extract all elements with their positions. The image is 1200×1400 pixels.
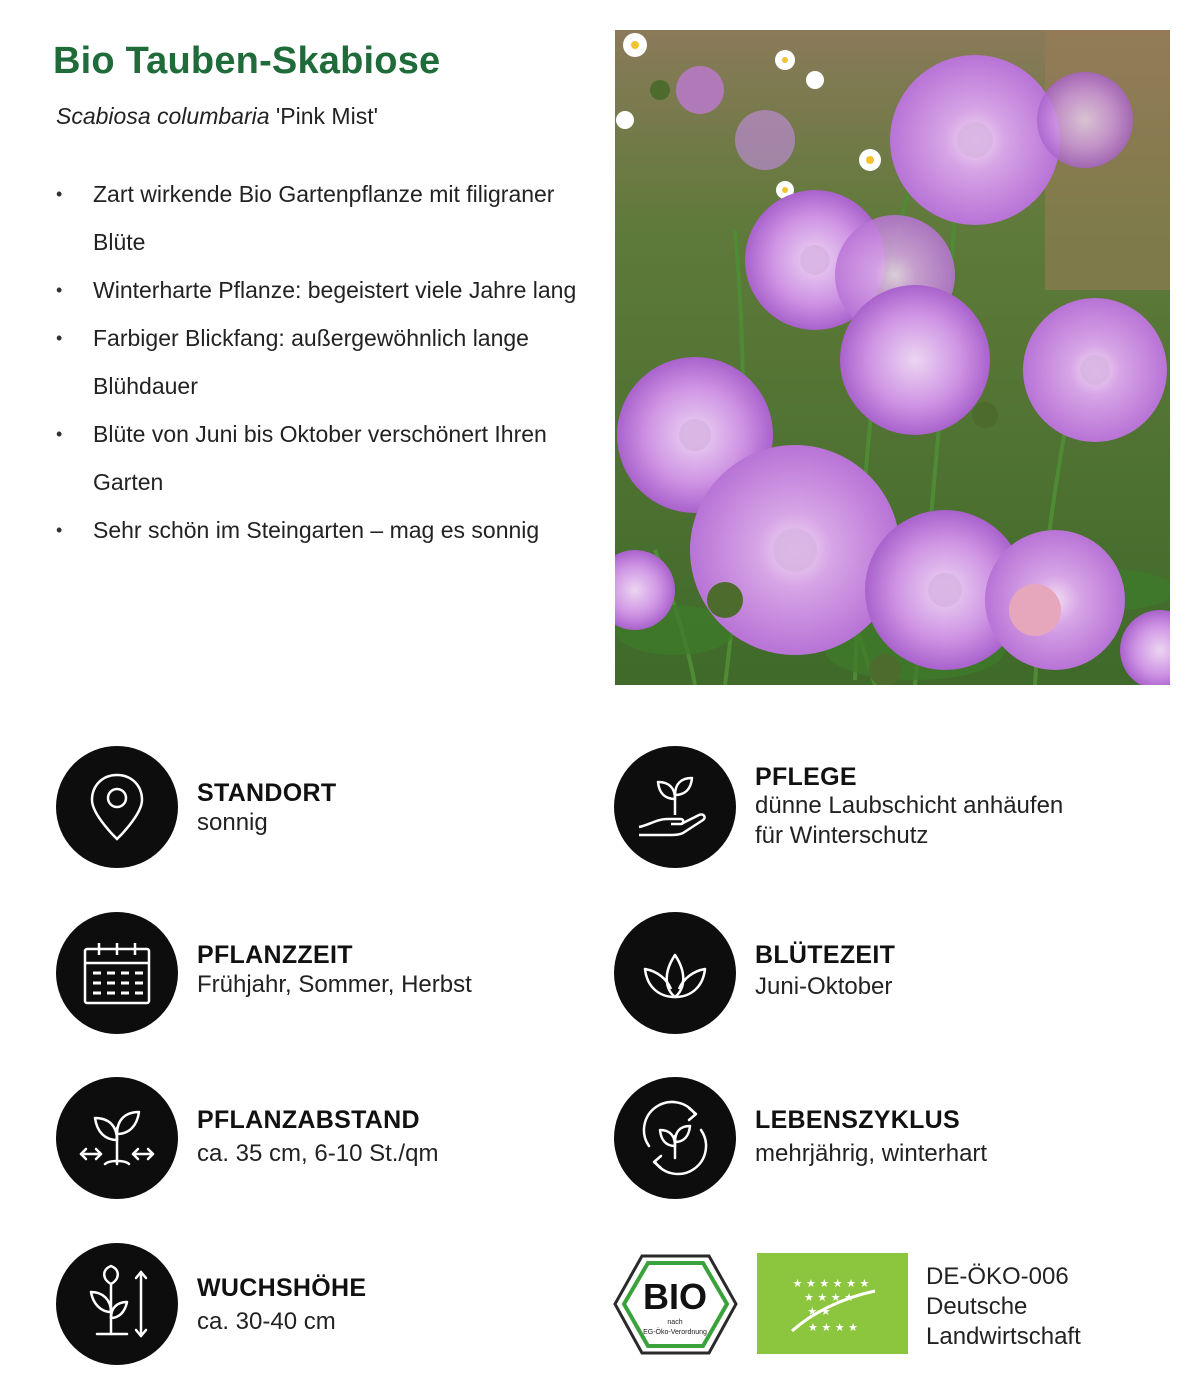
certification-line2: Deutsche bbox=[926, 1293, 1028, 1320]
feature-value: Frühjahr, Sommer, Herbst bbox=[197, 971, 472, 998]
feature-bluetezeit bbox=[614, 912, 1134, 1036]
feature-pflanzabstand bbox=[56, 1077, 576, 1201]
eu-organic-leaf-logo bbox=[757, 1253, 908, 1354]
feature-value: dünne Laubschicht anhäufen bbox=[755, 792, 1064, 819]
location-pin-icon bbox=[56, 746, 178, 868]
plant-spacing-icon bbox=[56, 1077, 178, 1199]
feature-label: STANDORT bbox=[197, 779, 337, 807]
lotus-icon bbox=[614, 912, 736, 1034]
feature-lebenszyklus bbox=[614, 1077, 1134, 1201]
certification-code: DE-ÖKO-006 bbox=[926, 1263, 1069, 1290]
feature-value: ca. 35 cm, 6-10 St./qm bbox=[197, 1140, 439, 1167]
latin-species: Scabiosa columbaria bbox=[56, 103, 270, 129]
variety-name: 'Pink Mist' bbox=[275, 103, 378, 129]
bio-logo-sub2: EG-Öko-Verordnung bbox=[643, 1329, 707, 1336]
svg-text:★ ★ ★ ★: ★ ★ ★ ★ bbox=[808, 1321, 858, 1334]
page-title: Bio Tauben-Skabiose bbox=[53, 40, 441, 82]
feature-value: ca. 30-40 cm bbox=[197, 1308, 336, 1335]
bullet-item: • Farbiger Blickfang: außergewöhnlich lange Blühdauer bbox=[56, 314, 606, 410]
feature-label: LEBENSZYKLUS bbox=[755, 1106, 961, 1134]
bio-seal-logo bbox=[612, 1253, 739, 1356]
feature-label: PFLEGE bbox=[755, 763, 857, 791]
feature-standort bbox=[56, 746, 576, 870]
bullet-item: • Blüte von Juni bis Oktober verschönert Ihren Garten bbox=[56, 410, 606, 506]
feature-wuchshoehe bbox=[56, 1243, 576, 1367]
calendar-icon bbox=[56, 912, 178, 1034]
certification-line3: Landwirtschaft bbox=[926, 1323, 1081, 1350]
hand-sprout-icon bbox=[614, 746, 736, 868]
plant-cycle-icon bbox=[614, 1077, 736, 1199]
product-photo bbox=[615, 30, 1170, 685]
feature-pflege bbox=[614, 746, 1134, 870]
feature-label: BLÜTEZEIT bbox=[755, 941, 896, 969]
feature-value: Juni-Oktober bbox=[755, 973, 893, 1000]
feature-label: PFLANZABSTAND bbox=[197, 1106, 420, 1134]
bullet-item: • Sehr schön im Steingarten – mag es sonnig bbox=[56, 506, 606, 554]
svg-text:★ ★ ★ ★ ★ ★: ★ ★ ★ ★ ★ ★ bbox=[792, 1277, 870, 1290]
feature-pflanzzeit bbox=[56, 912, 576, 1036]
feature-value: sonnig bbox=[197, 809, 268, 836]
certification-text bbox=[926, 1262, 1081, 1352]
feature-value: für Winterschutz bbox=[755, 822, 929, 849]
svg-text:★ ★: ★ ★ bbox=[807, 1305, 831, 1318]
plant-height-icon bbox=[56, 1243, 178, 1365]
feature-value: mehrjährig, winterhart bbox=[755, 1140, 988, 1167]
feature-bullet-list bbox=[56, 170, 606, 554]
bullet-item: • Zart wirkende Bio Gartenpflanze mit filigraner Blüte bbox=[56, 170, 606, 266]
svg-text:★ ★ ★ ★: ★ ★ ★ ★ bbox=[804, 1291, 854, 1304]
feature-label: WUCHSHÖHE bbox=[197, 1274, 367, 1302]
bullet-item: • Winterharte Pflanze: begeistert viele Jahre lang bbox=[56, 266, 606, 314]
bio-logo-sub1: nach bbox=[667, 1319, 683, 1326]
bio-logo-text: BIO bbox=[642, 1276, 708, 1317]
latin-name bbox=[56, 103, 378, 130]
feature-label: PFLANZZEIT bbox=[197, 941, 353, 969]
